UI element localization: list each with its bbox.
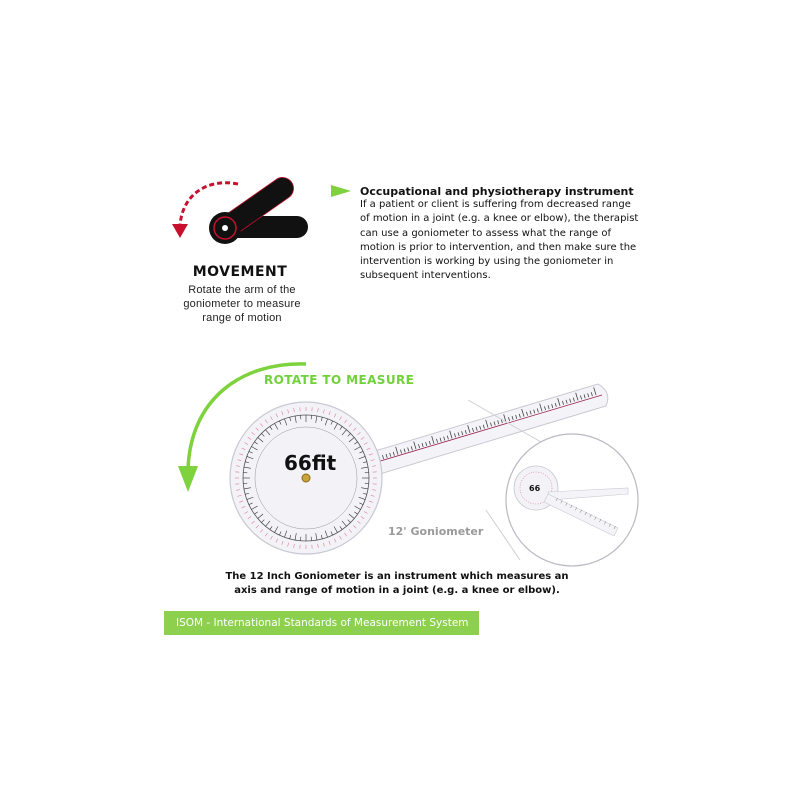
goniometer-dial <box>230 402 382 554</box>
movement-title: MOVEMENT <box>192 264 288 280</box>
isom-text: ISOM - International Standards of Measurement System <box>176 617 469 629</box>
magnified-goniometer <box>506 434 638 566</box>
brand-logo: 66fit <box>284 451 337 475</box>
rotate-to-measure-label: ROTATE TO MEASURE <box>264 373 415 387</box>
isom-banner <box>164 611 479 635</box>
info-title: Occupational and physiotherapy instrument <box>360 185 634 198</box>
goniometer-description: The 12 Inch Goniometer is an instrument which measures an axis and range of motion in a joint (e.g. a knee or elbow). <box>225 571 569 596</box>
svg-text:66: 66 <box>529 484 541 493</box>
info-body: If a patient or client is suffering from decreased range of motion in a joint (e.g. a knee or elbow), the therapist can use a goniometer to assess what the range of motion is prior to intervention, and then make sure the intervention is working by using the goniometer in subsequent interventions. <box>360 199 639 282</box>
goniometer-label: 12' Goniometer <box>388 525 484 538</box>
movement-description: Rotate the arm of the goniometer to measure range of motion <box>183 284 301 324</box>
